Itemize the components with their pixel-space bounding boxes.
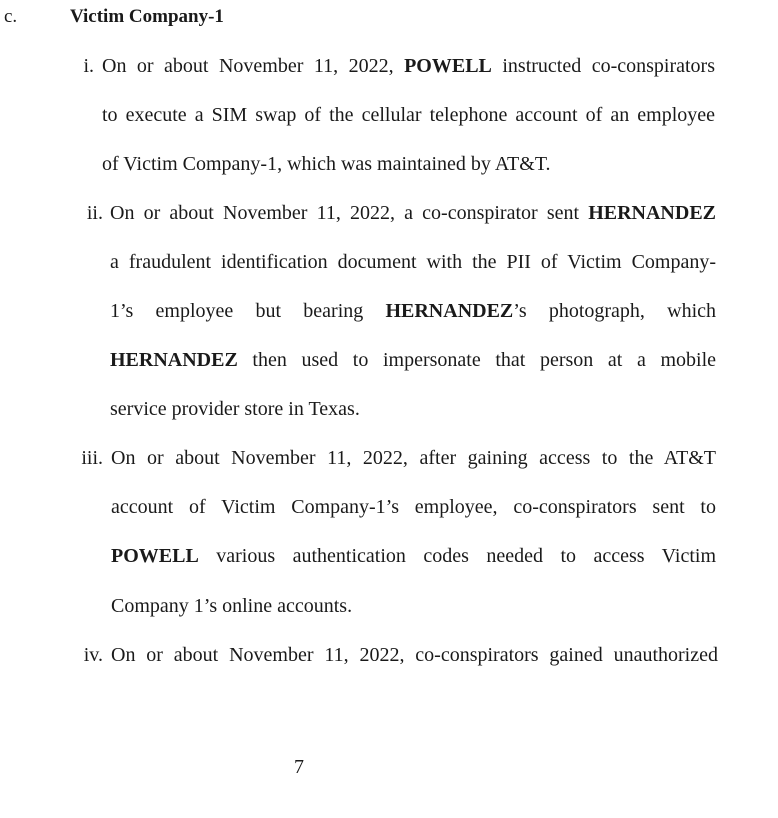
defendant-name: HERNANDEZ	[385, 300, 514, 322]
section-title: Victim Company-1	[70, 6, 224, 27]
item-line	[102, 55, 715, 78]
text-fragment: various authentication codes needed to access Victim	[198, 545, 716, 567]
item-line	[110, 300, 716, 323]
item-line: On or about November 11, 2022, co-conspirators gained unauthorized	[111, 644, 718, 666]
page-number: 7	[294, 756, 304, 778]
text-fragment: On or about November 11, 2022, a co-conspirator sent	[110, 202, 589, 224]
item-line	[110, 349, 716, 372]
text-fragment: 1’s employee but bearing	[110, 300, 386, 322]
text-fragment: instructed co-conspirators	[491, 55, 715, 77]
text-fragment: then used to impersonate that person at a mobile	[237, 349, 716, 371]
item-line	[111, 545, 716, 568]
item-line: service provider store in Texas.	[110, 398, 360, 420]
item-marker: ii.	[86, 202, 103, 224]
item-line: account of Victim Company-1’s employee, co-conspirators sent to	[111, 496, 716, 518]
item-marker: i.	[83, 55, 94, 77]
item-line: a fraudulent identification document with the PII of Victim Company-	[110, 251, 716, 273]
item-marker: iv.	[83, 644, 103, 666]
section-letter: c.	[4, 6, 18, 27]
defendant-name: POWELL	[111, 545, 199, 567]
defendant-name: POWELL	[404, 55, 492, 77]
item-line: Company 1’s online accounts.	[111, 595, 353, 617]
item-line: of Victim Company-1, which was maintained by AT&T.	[102, 153, 551, 175]
text-fragment: ’s photograph, which	[513, 300, 716, 322]
defendant-name: HERNANDEZ	[588, 202, 716, 224]
item-line: to execute a SIM swap of the cellular telephone account of an employee	[102, 104, 715, 126]
item-marker: iii.	[81, 447, 103, 469]
item-line	[110, 202, 716, 225]
item-line: On or about November 11, 2022, after gaining access to the AT&T	[111, 447, 716, 469]
text-fragment: On or about November 11, 2022,	[102, 55, 405, 77]
defendant-name: HERNANDEZ	[110, 349, 238, 371]
